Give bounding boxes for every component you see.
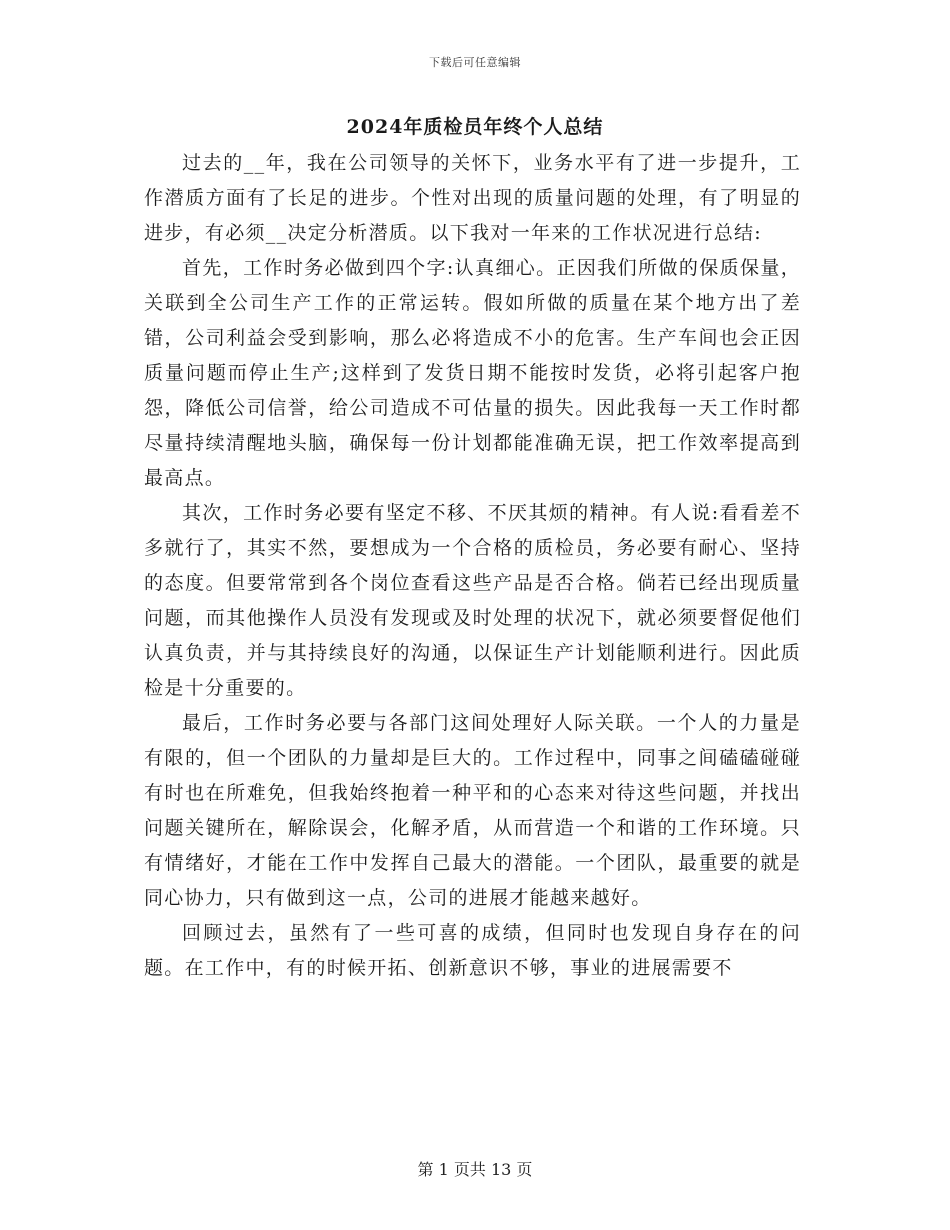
document-title: 2024年质检员年终个人总结 [346, 116, 604, 138]
paragraph-review: 回顾过去，虽然有了一些可喜的成绩，但同时也发现自身存在的问题。在工作中，有的时候开拓、创新意识不够，事业的进展需要不 [144, 922, 801, 979]
header-note: 下载后可任意编辑 [429, 56, 521, 69]
paragraph-first-point: 首先，工作时务必做到四个字:认真细心。正因我们所做的保质保量，关联到全公司生产工作的正常运转。假如所做的质量在某个地方出了差错，公司利益会受到影响，那么必将造成不小的危害。生产车间也会正因质量问题而停止生产;这样到了发货日期不能按时发货，必将引起客户抱怨，降低公司信誉，给公司造成不可估量的损失。因此我每一天工作时都尽量持续清醒地头脑，确保每一份计划都能准确无误，把工作效率提高到最高点。 [144, 257, 801, 489]
page-number: 第 1 页共 13 页 [417, 1160, 533, 1179]
document-body [144, 146, 801, 986]
paragraph-last-point: 最后，工作时务必要与各部门这间处理好人际关联。一个人的力量是有限的，但一个团队的力量却是巨大的。工作过程中，同事之间磕磕碰碰有时也在所难免，但我始终抱着一种平和的心态来对待这些问题，并找出问题关键所在，解除误会，化解矛盾，从而营造一个和谐的工作环境。只有情绪好，才能在工作中发挥自己最大的潜能。一个团队，最重要的就是同心协力，只有做到这一点，公司的进展才能越来越好。 [144, 712, 801, 909]
paragraph-intro: 过去的__年，我在公司领导的关怀下，业务水平有了进一步提升，工作潜质方面有了长足的进步。个性对出现的质量问题的处理，有了明显的进步，有必须__决定分析潜质。以下我对一年来的工作状况进行总结: [144, 152, 801, 244]
paragraph-second-point: 其次，工作时务必要有坚定不移、不厌其烦的精神。有人说:看看差不多就行了，其实不然，要想成为一个合格的质检员，务必要有耐心、坚持的态度。但要常常到各个岗位查看这些产品是否合格。倘若已经出现质量问题，而其他操作人员没有发现或及时处理的状况下，就必须要督促他们认真负责，并与其持续良好的沟通，以保证生产计划能顺利进行。因此质检是十分重要的。 [144, 502, 801, 699]
